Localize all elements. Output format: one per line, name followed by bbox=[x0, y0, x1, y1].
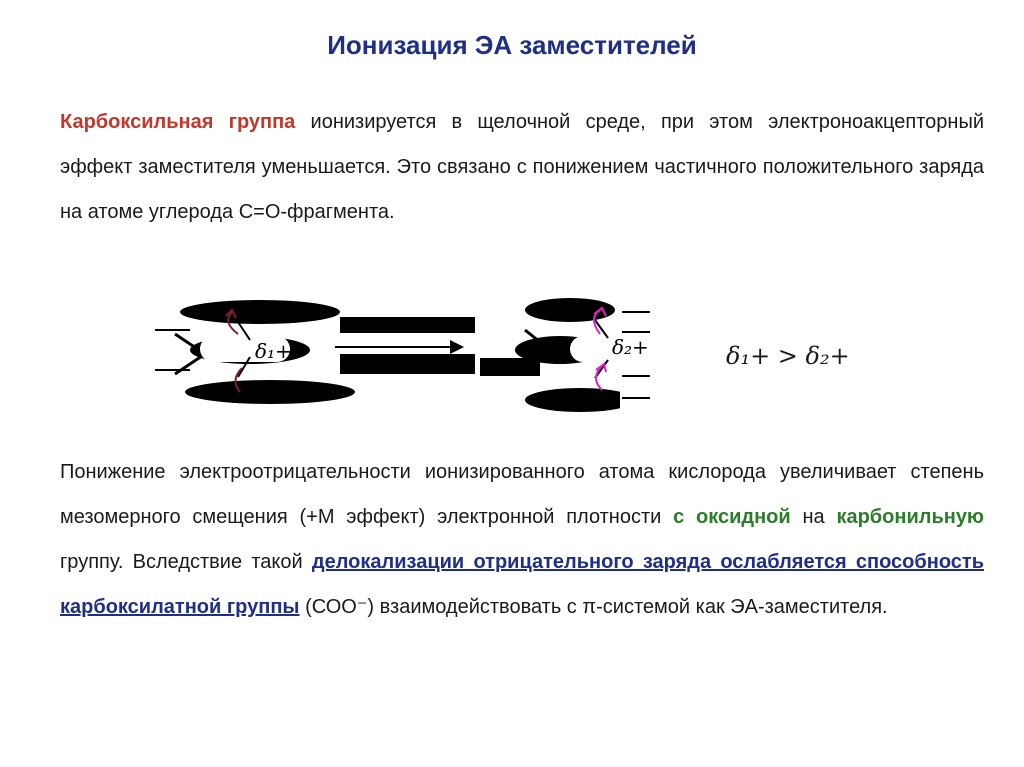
paragraph-2-text-d: (СОО⁻) взаимодействовать с π-системой как ЭА-заместителя. bbox=[299, 596, 888, 618]
oxide-term: с оксидной bbox=[673, 506, 791, 528]
paragraph-2-text-b: на bbox=[790, 506, 837, 528]
carboxyl-group-term: Карбоксильная группа bbox=[60, 111, 296, 133]
reaction-arrow bbox=[335, 340, 464, 354]
carbonyl-term: карбонильную bbox=[836, 506, 985, 528]
slide-title: Ионизация ЭА заместителей bbox=[327, 30, 697, 60]
paragraph-2-text-a: Понижение электроотрицательности ионизированного атома кислорода увеличивает степень мезомерного смещения (+М эффект) электронной плотности bbox=[60, 461, 984, 528]
delocalization-statement: делокализации отрицательного заряда ослабляется способность карбоксилатной группы bbox=[60, 551, 984, 618]
paragraph-2-text-c: группу. Вследствие такой bbox=[60, 551, 312, 573]
paragraph-1 bbox=[60, 100, 984, 235]
delta1-label-left: δ₁+ bbox=[255, 339, 292, 363]
delta2-label-right: δ₂+ bbox=[612, 335, 649, 359]
reaction-diagram bbox=[150, 292, 670, 422]
charge-comparison: δ₁+ > δ₂+ bbox=[726, 342, 850, 370]
carboxylic-acid-structure bbox=[155, 300, 475, 404]
paragraph-2 bbox=[60, 450, 984, 630]
paragraph-1-text: ионизируется в щелочной среде, при этом электроноакцепторный эффект заместителя уменьшается. Это связано с понижением частичного положительного заряда на атоме углерода С=О-фрагмента. bbox=[60, 111, 984, 223]
